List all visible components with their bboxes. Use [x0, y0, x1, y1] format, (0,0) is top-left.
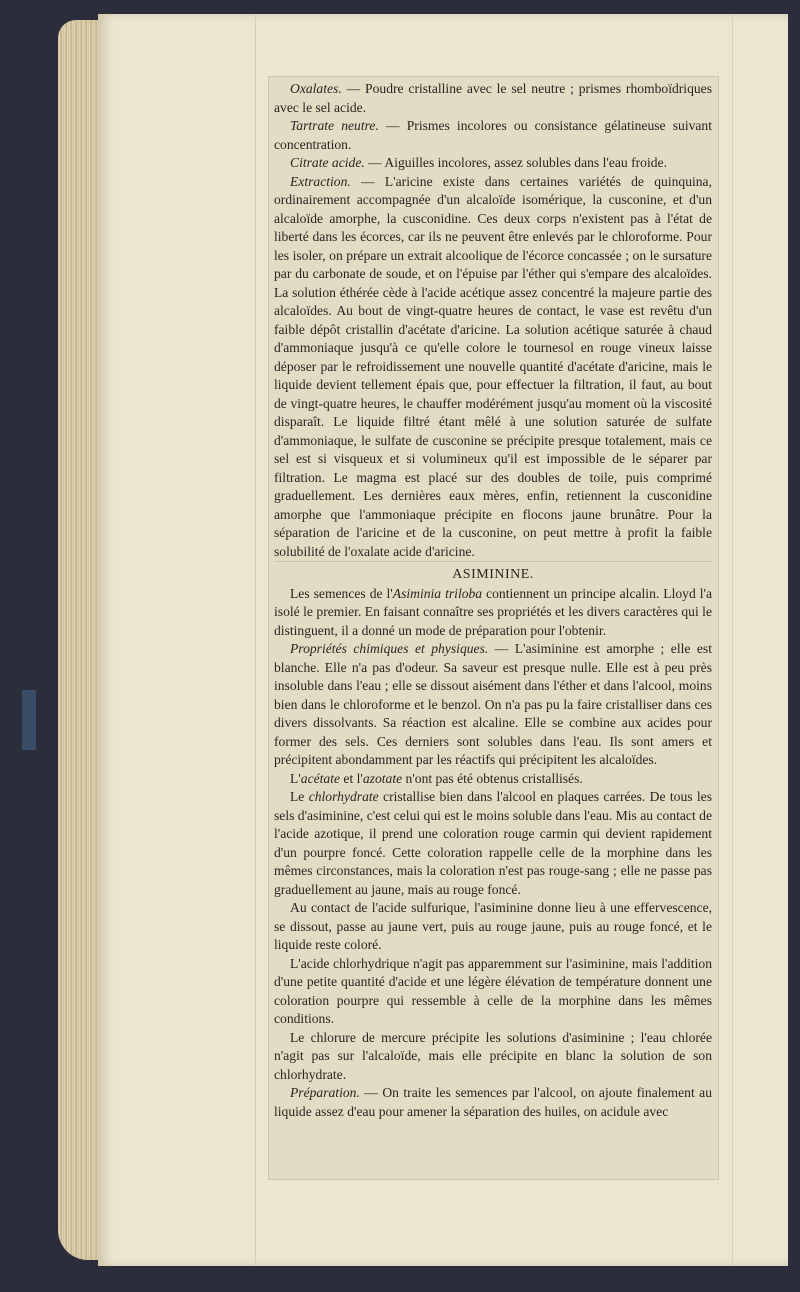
- paragraph-sulfurique: Au contact de l'acide sulfurique, l'asiminine donne lieu à une effervescence, se dissout, passe au jaune vert, puis au rouge jaune, puis au rouge foncé, et le liquide reste coloré.: [274, 900, 712, 952]
- lead-oxalates: Oxalates.: [290, 81, 342, 96]
- paragraph-extraction: [274, 173, 712, 562]
- paragraph-chlorhydrique: L'acide chlorhydrique n'agit pas apparemment sur l'asiminine, mais l'addition d'une petite quantité d'acide et une légère élévation de température donnent une coloration pourpre qui ressemble à celle de la morphine dans les mêmes conditions.: [274, 955, 712, 1026]
- species-name: Asiminia triloba: [392, 585, 483, 601]
- text-intro-b: contiennent un principe alcalin. Lloyd l'a isolé le premier. En faisant connaître ses propriétés et les divers caractères qui le distinguent, il a donné un mode de préparation pour l'obtenir.: [274, 585, 712, 638]
- text-tartrate: — Prismes incolores ou consistance gélatineuse suivant concentration.: [274, 118, 712, 152]
- text-acetate-c: n'ont pas été obtenus cristallisés.: [402, 770, 583, 786]
- paragraph-intro: [274, 585, 712, 641]
- paragraph-oxalates: [274, 80, 712, 117]
- clipping-text: [274, 80, 712, 1121]
- text-intro-a: Les semences de l': [290, 585, 393, 601]
- section-heading: ASIMININE.: [274, 561, 712, 585]
- text-chlor-a: Le: [290, 789, 309, 804]
- page-margin-line: [732, 14, 733, 1266]
- paragraph-chlorure: Le chlorure de mercure précipite les solutions d'asiminine ; l'eau chlorée n'agit pas sur l'alcaloïde, mais elle précipite en blanc la solution de son chlorhydrate.: [274, 1029, 712, 1082]
- lead-properties: Propriétés chimiques et physiques.: [290, 641, 489, 656]
- text-chlor-b: cristallise bien dans l'alcool en plaques carrées. De tous les sels d'asiminine, c'est celui qui est le moins soluble dans l'eau. Mis au contact de l'acide azotique, il prend une coloration rouge carmin qui devient rapidement d'un pourpre foncé. Cette coloration rappelle celle de la morphine dans les mêmes circonstances, mais la coloration n'est pas rouge-sang ; elle ne passe pas graduellement au jaune, mais au rouge foncé.: [274, 789, 712, 897]
- text-oxalates: — Poudre cristalline avec le sel neutre ; prismes rhomboïdriques avec le sel acide.: [274, 81, 712, 115]
- term-chlorhydrate: chlorhydrate: [308, 789, 379, 804]
- lead-preparation: Préparation.: [290, 1085, 360, 1100]
- paragraph-citrate: [274, 154, 712, 173]
- paragraph-tartrate: [274, 117, 712, 154]
- paragraph-properties: [274, 640, 712, 770]
- text-extraction: — L'aricine existe dans certaines variétés de quinquina, ordinairement accompagnée d'un alcaloïde isomérique, la cusconine, et d'un alcaloïde amorphe, la cusconidine. Ces deux corps n'existent pas à l'état de liberté dans les écorces, car ils ne peuvent être enlevés par le chloroforme. Pour les isoler, on prépare un extrait alcoolique de l'écorce concassée ; on le sursature par du carbonate de soude, et on l'épuise par l'éther qui s'empare des alcaloïdes. La solution éthérée cède à l'acide acétique assez concentré la majeure partie des alcaloïdes. Au bout de vingt-quatre heures de contact, le vase est revêtu d'un faible dépôt cristallin d'acétate d'aricine. La solution acétique saturée à chaud d'ammoniaque jusqu'à ce qu'elle colore le tournesol en rouge vineux laisse déposer par le refroidissement une nouvelle quantité d'acétate d'aricine, mais le liquide devient tellement épais que, pour effectuer la filtration, il faut, au bout de vingt-quatre heures, le chauffer modérément jusqu'au moment où la viscosité disparaît. Le liquide filtré étant mêlé à une solution saturée de sulfate d'ammoniaque, le sulfate de cusconine se précipite presque totalement, mais ce sel est si visqueux et si volumineux qu'il est impossible de le séparer par filtration. Le magma est placé sur des doubles de toile, puis comprimé graduellement. Les dernières eaux mères, enfin, retiennent la cusconidine amorphe que l'ammoniaque précipite en flocons jaune brunâtre. Pour la séparation de l'aricine et de la cusconine, on peut mettre à profit la faible solubilité de l'oxalate acide d'aricine.: [274, 173, 712, 559]
- text-acetate-b: et l': [340, 770, 363, 786]
- lead-tartrate: Tartrate neutre.: [290, 118, 379, 133]
- paragraph-acetate: [274, 770, 712, 789]
- text-preparation: — On traite les semences par l'alcool, on ajoute finalement au liquide assez d'eau pour amener la séparation des huiles, on acidule avec: [274, 1085, 712, 1119]
- paragraph-preparation: [274, 1084, 712, 1121]
- term-acetate: acétate: [300, 770, 341, 786]
- text-properties: — L'asiminine est amorphe ; elle est blanche. Elle n'a pas d'odeur. Sa saveur est presque nulle. Elle est à peu près insoluble dans l'eau ; elle se dissout aisément dans l'éther et dans l'alcool, moins bien dans le chloroforme et le benzol. On n'a pas pu la faire cristalliser dans ces divers dissolvants. Sa réaction est alcaline. Elle se combine aux acides pour former des sels. Ces derniers sont solubles dans l'eau. Ils sont amers et précipitent abondamment par les réactifs qui précipitent les alcaloïdes.: [274, 641, 712, 767]
- lead-citrate: Citrate acide.: [290, 155, 365, 170]
- text-acetate-a: L': [290, 770, 301, 786]
- binding-tab: [22, 690, 36, 750]
- text-citrate: — Aiguilles incolores, assez solubles dans l'eau froide.: [364, 155, 667, 170]
- page-fold-line: [255, 14, 256, 1266]
- lead-extraction: Extraction.: [290, 173, 351, 189]
- paragraph-chlorhydrate: [274, 788, 712, 899]
- term-azotate: azotate: [362, 770, 403, 786]
